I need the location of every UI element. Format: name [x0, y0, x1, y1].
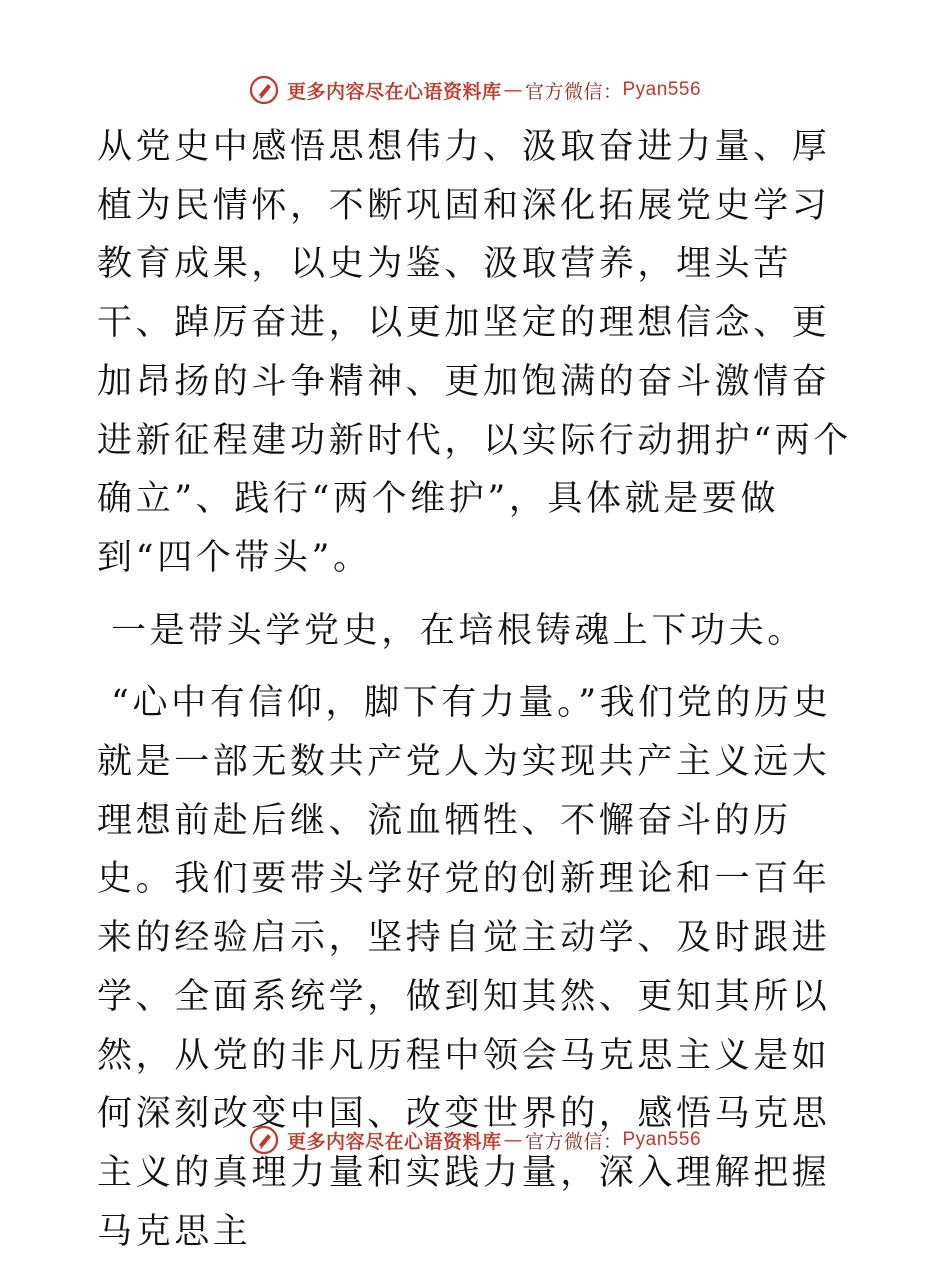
section-heading: 一是带头学党史，在培根铸魂上下功夫。: [111, 610, 806, 651]
document-body: [97, 118, 857, 1261]
paragraph-intro: 从党史中感悟思想伟力、汲取奋进力量、厚植为民情怀，不断巩固和深化拓展党史学习教育成果，以史为鉴、汲取营养，埋头苦干、踔厉奋进，以更加坚定的理想信念、更加昂扬的斗争精神、更加饱满的奋斗激情奋进新征程建功新时代，以实际行动拥护“两个确立”、践行“两个维护”，具体就是要做到“四个带头”。: [97, 127, 852, 578]
banner-title: 更多内容尽在心语资料库: [286, 80, 502, 103]
banner-wechat-id: Pyan556: [622, 79, 702, 100]
banner-wechat-label: 官方微信：: [524, 80, 623, 103]
banner-separator: —: [503, 1129, 523, 1151]
footer-banner: [0, 1120, 950, 1160]
header-banner: [0, 70, 950, 110]
banner-wechat-label: 官方微信：: [524, 1130, 623, 1153]
banner-wechat-id: Pyan556: [622, 1129, 702, 1150]
pen-logo-icon: [249, 75, 279, 105]
banner-title: 更多内容尽在心语资料库: [286, 1130, 502, 1153]
paragraph-study: “心中有信仰，脚下有力量。”我们党的历史就是一部无数共产党人为实现共产主义远大理想前赴后继、流血牺牲、不懈奋斗的历史。我们要带头学好党的创新理论和一百年来的经验启示，坚持自觉主动学、及时跟进学、全面系统学，做到知其然、更知其所以然，从党的非凡历程中领会马克思主义是如何深刻改变中国、改变世界的，感悟马克思主义的真理力量和实践力量，深入理解把握马克思主: [97, 683, 832, 1252]
banner-separator: —: [503, 79, 523, 101]
pen-logo-icon: [249, 1125, 279, 1155]
